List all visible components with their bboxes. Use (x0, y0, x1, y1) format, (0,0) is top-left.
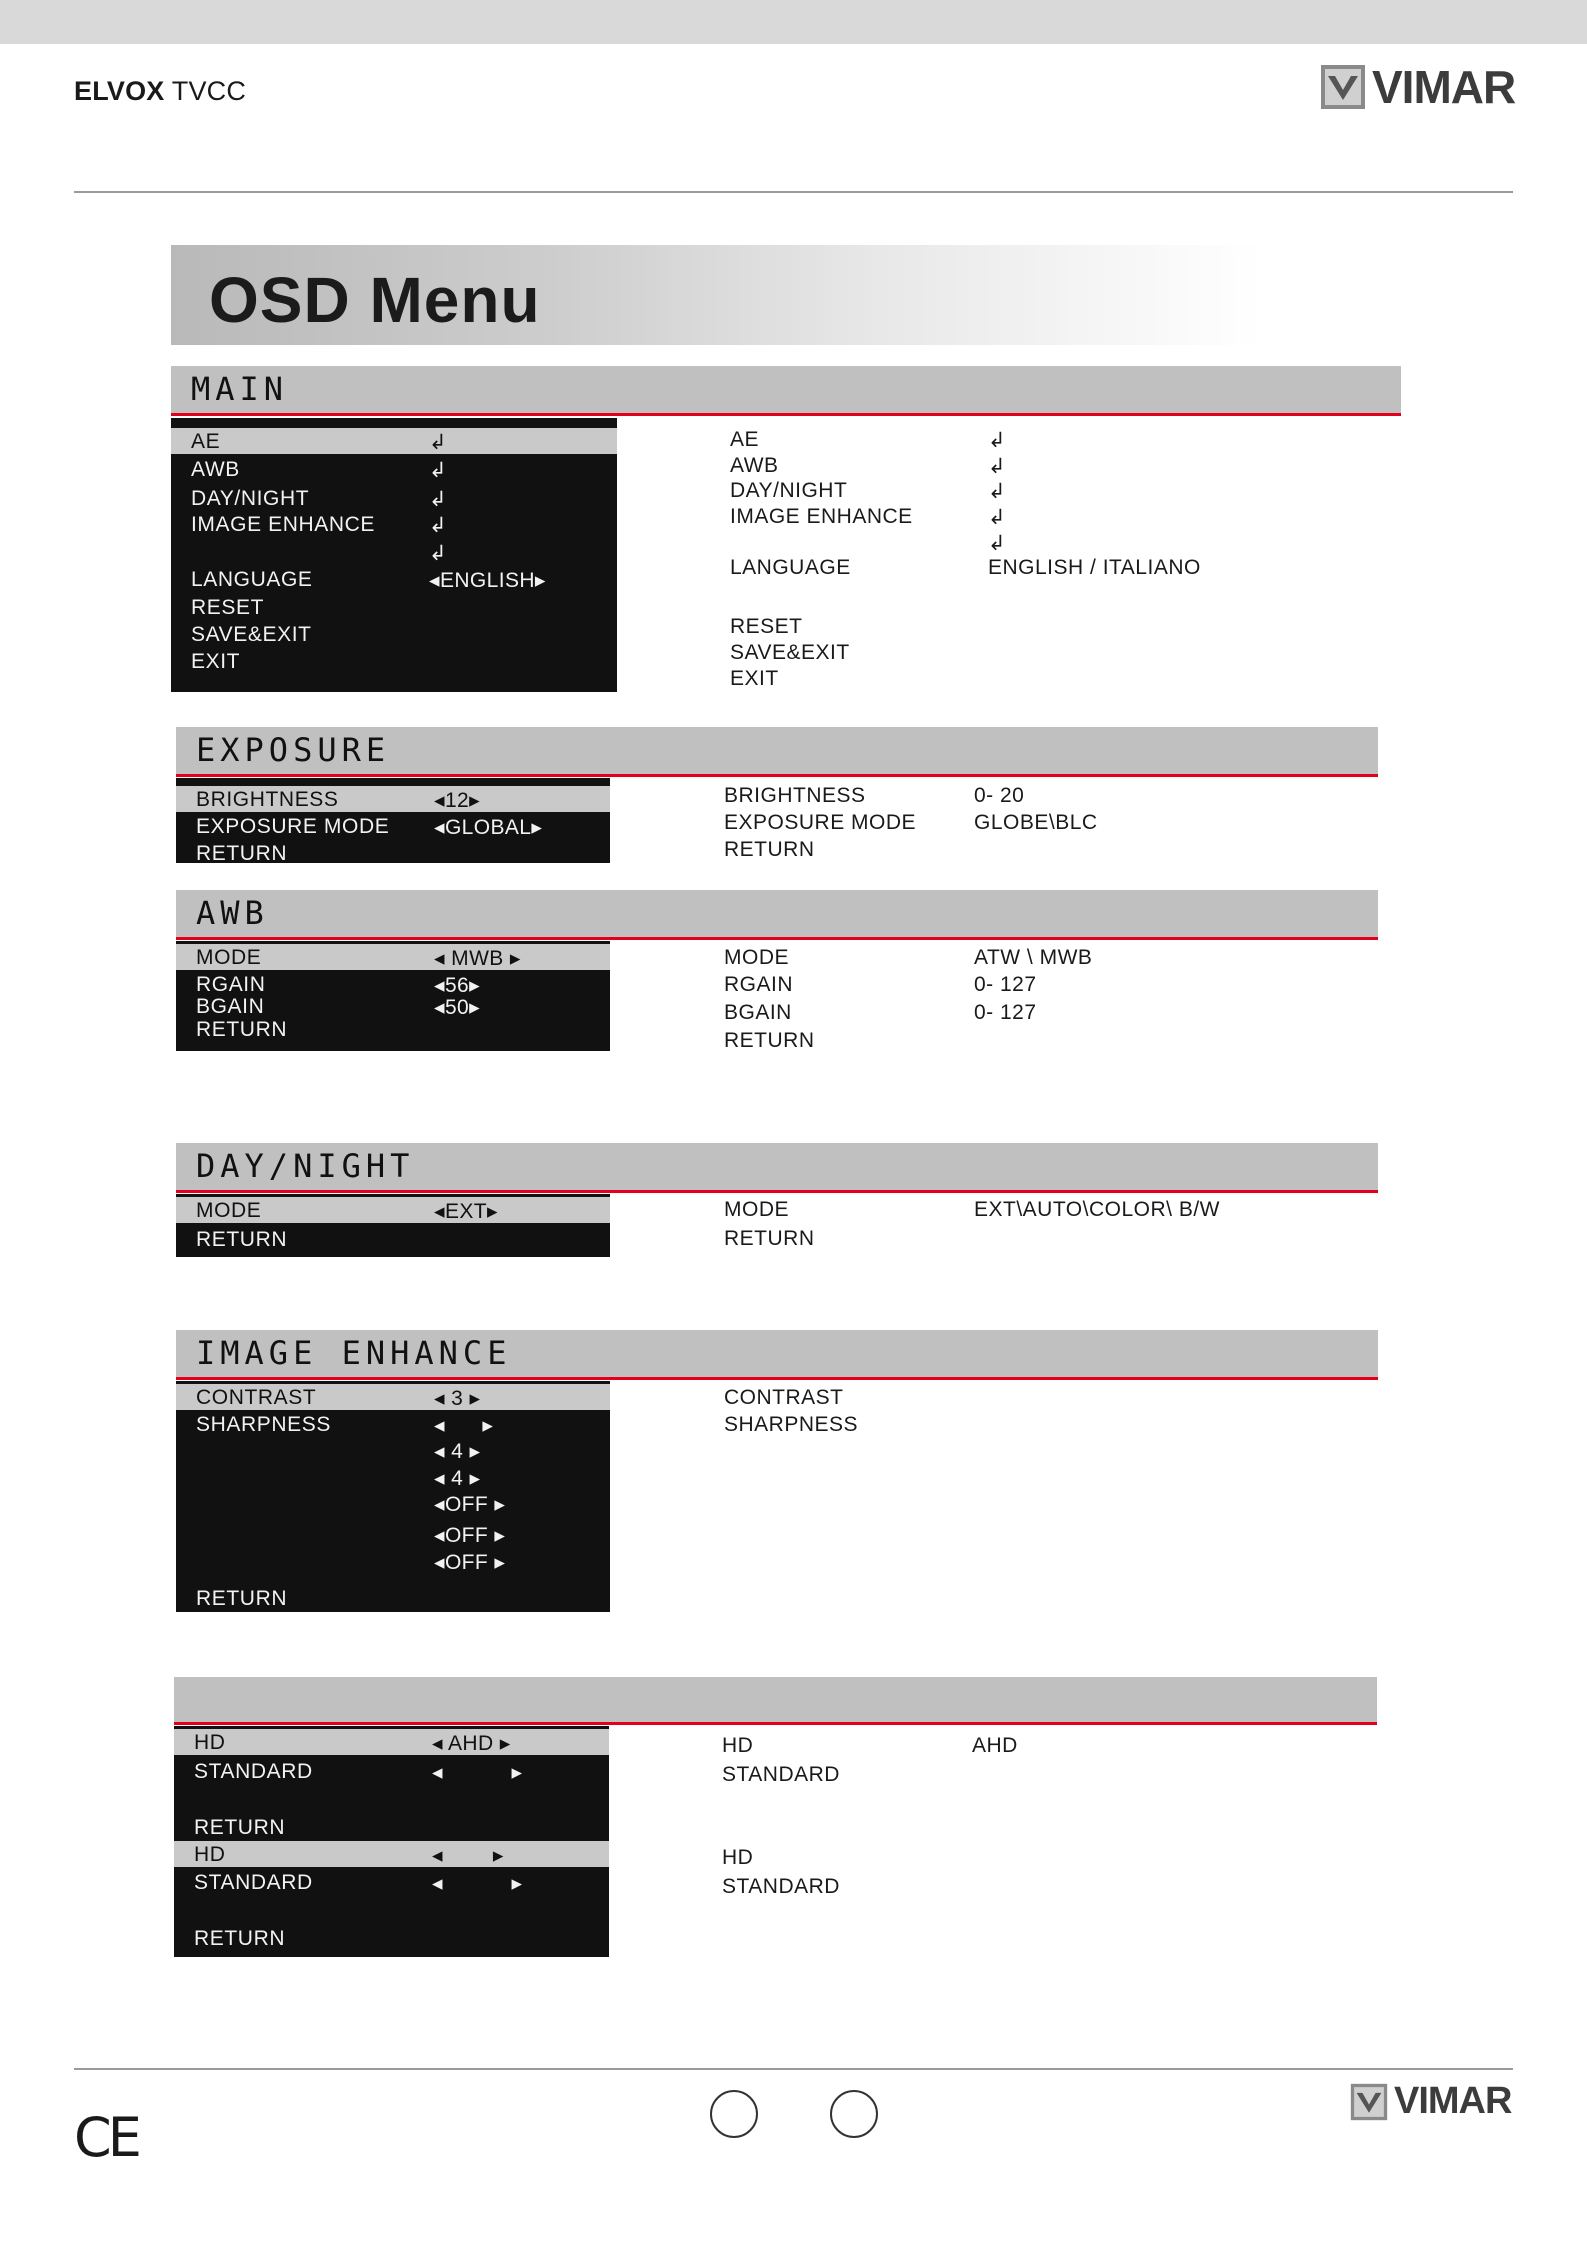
footer-divider (74, 2068, 1513, 2070)
description-value: ↲ (988, 455, 1007, 478)
page-circle-right-icon (830, 2090, 878, 2138)
description-label: AWB (730, 454, 779, 477)
osd-row (176, 1464, 610, 1490)
section-title-image-enhance: IMAGE ENHANCE (196, 1334, 512, 1372)
osd-row-label: LANGUAGE (191, 568, 313, 591)
osd-row (171, 428, 617, 454)
description-value: EXT\AUTO\COLOR\ B/W (974, 1198, 1220, 1221)
osd-panel-hd (174, 1726, 609, 1957)
osd-row-value: ◂ ▸ (432, 1761, 523, 1784)
osd-row (174, 1729, 609, 1755)
description-label: SAVE&EXIT (730, 641, 850, 664)
description-label: STANDARD (722, 1763, 840, 1786)
brand-bold: ELVOX (74, 76, 165, 106)
osd-panel-image-enhance (176, 1381, 610, 1612)
osd-row-value: ◂ ▸ (432, 1844, 504, 1867)
osd-row (176, 840, 610, 866)
description-label: AE (730, 428, 760, 451)
description-value: ↲ (988, 532, 1007, 555)
description-label: IMAGE ENHANCE (730, 505, 913, 528)
top-bar (0, 0, 1587, 44)
description-label: MODE (724, 1198, 789, 1221)
osd-row (176, 1521, 610, 1547)
footer-vimar-shield-icon (1350, 2083, 1388, 2121)
osd-panel-awb (176, 941, 610, 1051)
osd-row (174, 1925, 609, 1951)
osd-row-value: ↲ (429, 431, 447, 454)
osd-row-value: ◂ENGLISH▸ (429, 569, 546, 592)
description-value: 0- 20 (974, 784, 1025, 807)
osd-row (171, 648, 617, 674)
vimar-logo (1320, 60, 1515, 114)
osd-row-value: ◂ 4 ▸ (434, 1467, 481, 1490)
osd-row (176, 813, 610, 839)
description-main (730, 428, 1330, 708)
description-label: MODE (724, 946, 789, 969)
osd-row-label: EXPOSURE MODE (196, 815, 390, 838)
osd-row-label: RETURN (194, 1816, 286, 1839)
description-awb (724, 946, 1324, 1061)
osd-row-label: IMAGE ENHANCE (191, 513, 375, 536)
osd-row-value: ↲ (429, 514, 447, 537)
osd-row-value: ◂50▸ (434, 996, 481, 1019)
page-circle-left-icon (710, 2090, 758, 2138)
osd-row (171, 621, 617, 647)
osd-row-label: CONTRAST (196, 1386, 317, 1409)
osd-row (171, 539, 617, 565)
osd-row-label: SAVE&EXIT (191, 623, 312, 646)
description-label: SHARPNESS (724, 1413, 859, 1436)
osd-title: OSD Menu (209, 264, 541, 336)
osd-row (176, 1437, 610, 1463)
osd-row (176, 1016, 610, 1042)
osd-row-value: ◂ 3 ▸ (434, 1387, 481, 1410)
section-header-main (171, 366, 1401, 416)
ce-mark: CE (74, 2106, 138, 2169)
osd-row-label: STANDARD (194, 1760, 313, 1783)
brand-name (74, 76, 246, 107)
description-value: ↲ (988, 480, 1007, 503)
description-label: EXIT (730, 667, 779, 690)
osd-panel-daynight (176, 1194, 610, 1257)
osd-row-value: ↲ (429, 488, 447, 511)
osd-row-label: HD (194, 1843, 226, 1866)
description-value: ENGLISH / ITALIANO (988, 556, 1201, 579)
section-title-awb: AWB (196, 894, 269, 932)
osd-row (171, 485, 617, 511)
section-header-image-enhance (176, 1330, 1378, 1380)
osd-row (176, 1411, 610, 1437)
osd-row-label: AWB (191, 458, 240, 481)
osd-row (176, 1226, 610, 1252)
osd-row-label: STANDARD (194, 1871, 313, 1894)
osd-row (176, 1548, 610, 1574)
description-label: BGAIN (724, 1001, 792, 1024)
osd-row-label: RETURN (196, 1587, 288, 1610)
osd-row-label: RGAIN (196, 973, 266, 996)
osd-row (174, 1814, 609, 1840)
description-exposure (724, 784, 1324, 874)
description-label: RETURN (724, 1029, 815, 1052)
osd-row-label: RETURN (194, 1927, 286, 1950)
osd-row-value: ◂56▸ (434, 974, 481, 997)
header-divider (74, 191, 1513, 193)
osd-row (176, 1197, 610, 1223)
osd-panel-exposure (176, 778, 610, 863)
osd-row-label: RETURN (196, 1228, 288, 1251)
description-label: STANDARD (722, 1875, 840, 1898)
description-daynight (724, 1198, 1324, 1263)
footer-vimar-logo-text: VIMAR (1394, 2080, 1512, 2122)
description-value: ATW \ MWB (974, 946, 1093, 969)
section-header-awb (176, 890, 1378, 940)
description-label: RESET (730, 615, 803, 638)
section-header-hd (174, 1677, 1377, 1725)
description-label: HD (722, 1734, 754, 1757)
osd-row-label: BRIGHTNESS (196, 788, 339, 811)
osd-row-label: SHARPNESS (196, 1413, 331, 1436)
osd-row (171, 566, 617, 592)
osd-panel-main (171, 418, 617, 692)
osd-row-label: RESET (191, 596, 265, 619)
osd-row-value: ◂OFF ▸ (434, 1524, 506, 1547)
osd-row (171, 594, 617, 620)
description-value: ↲ (988, 506, 1007, 529)
section-header-exposure (176, 727, 1378, 777)
osd-row-value: ↲ (429, 542, 447, 565)
osd-row-label: MODE (196, 1199, 262, 1222)
osd-row-value: ◂OFF ▸ (434, 1493, 506, 1516)
osd-row-value: ◂OFF ▸ (434, 1551, 506, 1574)
osd-row (174, 1758, 609, 1784)
description-label: RETURN (724, 1227, 815, 1250)
osd-row-label: MODE (196, 946, 262, 969)
osd-row (174, 1841, 609, 1867)
description-image-enhance (724, 1386, 1324, 1446)
description-label: BRIGHTNESS (724, 784, 866, 807)
osd-row-value: ↲ (429, 459, 447, 482)
description-value: 0- 127 (974, 973, 1037, 996)
osd-row-label: RETURN (196, 1018, 288, 1041)
osd-row-label: DAY/NIGHT (191, 487, 310, 510)
description-value: ↲ (988, 429, 1007, 452)
brand-light: TVCC (164, 76, 247, 106)
osd-title-banner (171, 245, 1261, 345)
section-header-daynight (176, 1143, 1378, 1193)
description-label: CONTRAST (724, 1386, 844, 1409)
description-label: LANGUAGE (730, 556, 851, 579)
osd-row-value: ◂GLOBAL▸ (434, 816, 543, 839)
section-title-daynight: DAY/NIGHT (196, 1147, 415, 1185)
osd-row-value: ◂ 4 ▸ (434, 1440, 481, 1463)
osd-row-value: ◂ ▸ (434, 1414, 494, 1437)
description-label: EXPOSURE MODE (724, 811, 917, 834)
description-value: AHD (972, 1734, 1018, 1757)
description-label: RGAIN (724, 973, 794, 996)
description-label: HD (722, 1846, 754, 1869)
osd-row-label: BGAIN (196, 995, 265, 1018)
osd-row (171, 456, 617, 482)
osd-row (176, 944, 610, 970)
vimar-shield-icon (1320, 64, 1366, 110)
section-title-main: MAIN (191, 370, 289, 408)
description-value: 0- 127 (974, 1001, 1037, 1024)
osd-row-value: ◂12▸ (434, 789, 481, 812)
description-label: DAY/NIGHT (730, 479, 848, 502)
description-label: RETURN (724, 838, 815, 861)
description-value: GLOBE\BLC (974, 811, 1098, 834)
osd-row (176, 1585, 610, 1611)
osd-row-label: HD (194, 1731, 226, 1754)
osd-row-label: AE (191, 430, 221, 453)
osd-row (176, 1490, 610, 1516)
footer-vimar-logo (1350, 2080, 1511, 2123)
osd-row-label: RETURN (196, 842, 288, 865)
vimar-logo-text: VIMAR (1372, 61, 1516, 113)
osd-row-label: EXIT (191, 650, 241, 673)
section-title-exposure: EXPOSURE (196, 731, 391, 769)
osd-row (171, 511, 617, 537)
osd-row-value: ◂EXT▸ (434, 1200, 498, 1223)
osd-row-value: ◂ ▸ (432, 1872, 523, 1895)
osd-row-value: ◂ MWB ▸ (434, 947, 521, 970)
osd-row (174, 1869, 609, 1895)
osd-row (176, 786, 610, 812)
description-hd (722, 1734, 1322, 1924)
osd-row (176, 1384, 610, 1410)
osd-row-value: ◂ AHD ▸ (432, 1732, 511, 1755)
